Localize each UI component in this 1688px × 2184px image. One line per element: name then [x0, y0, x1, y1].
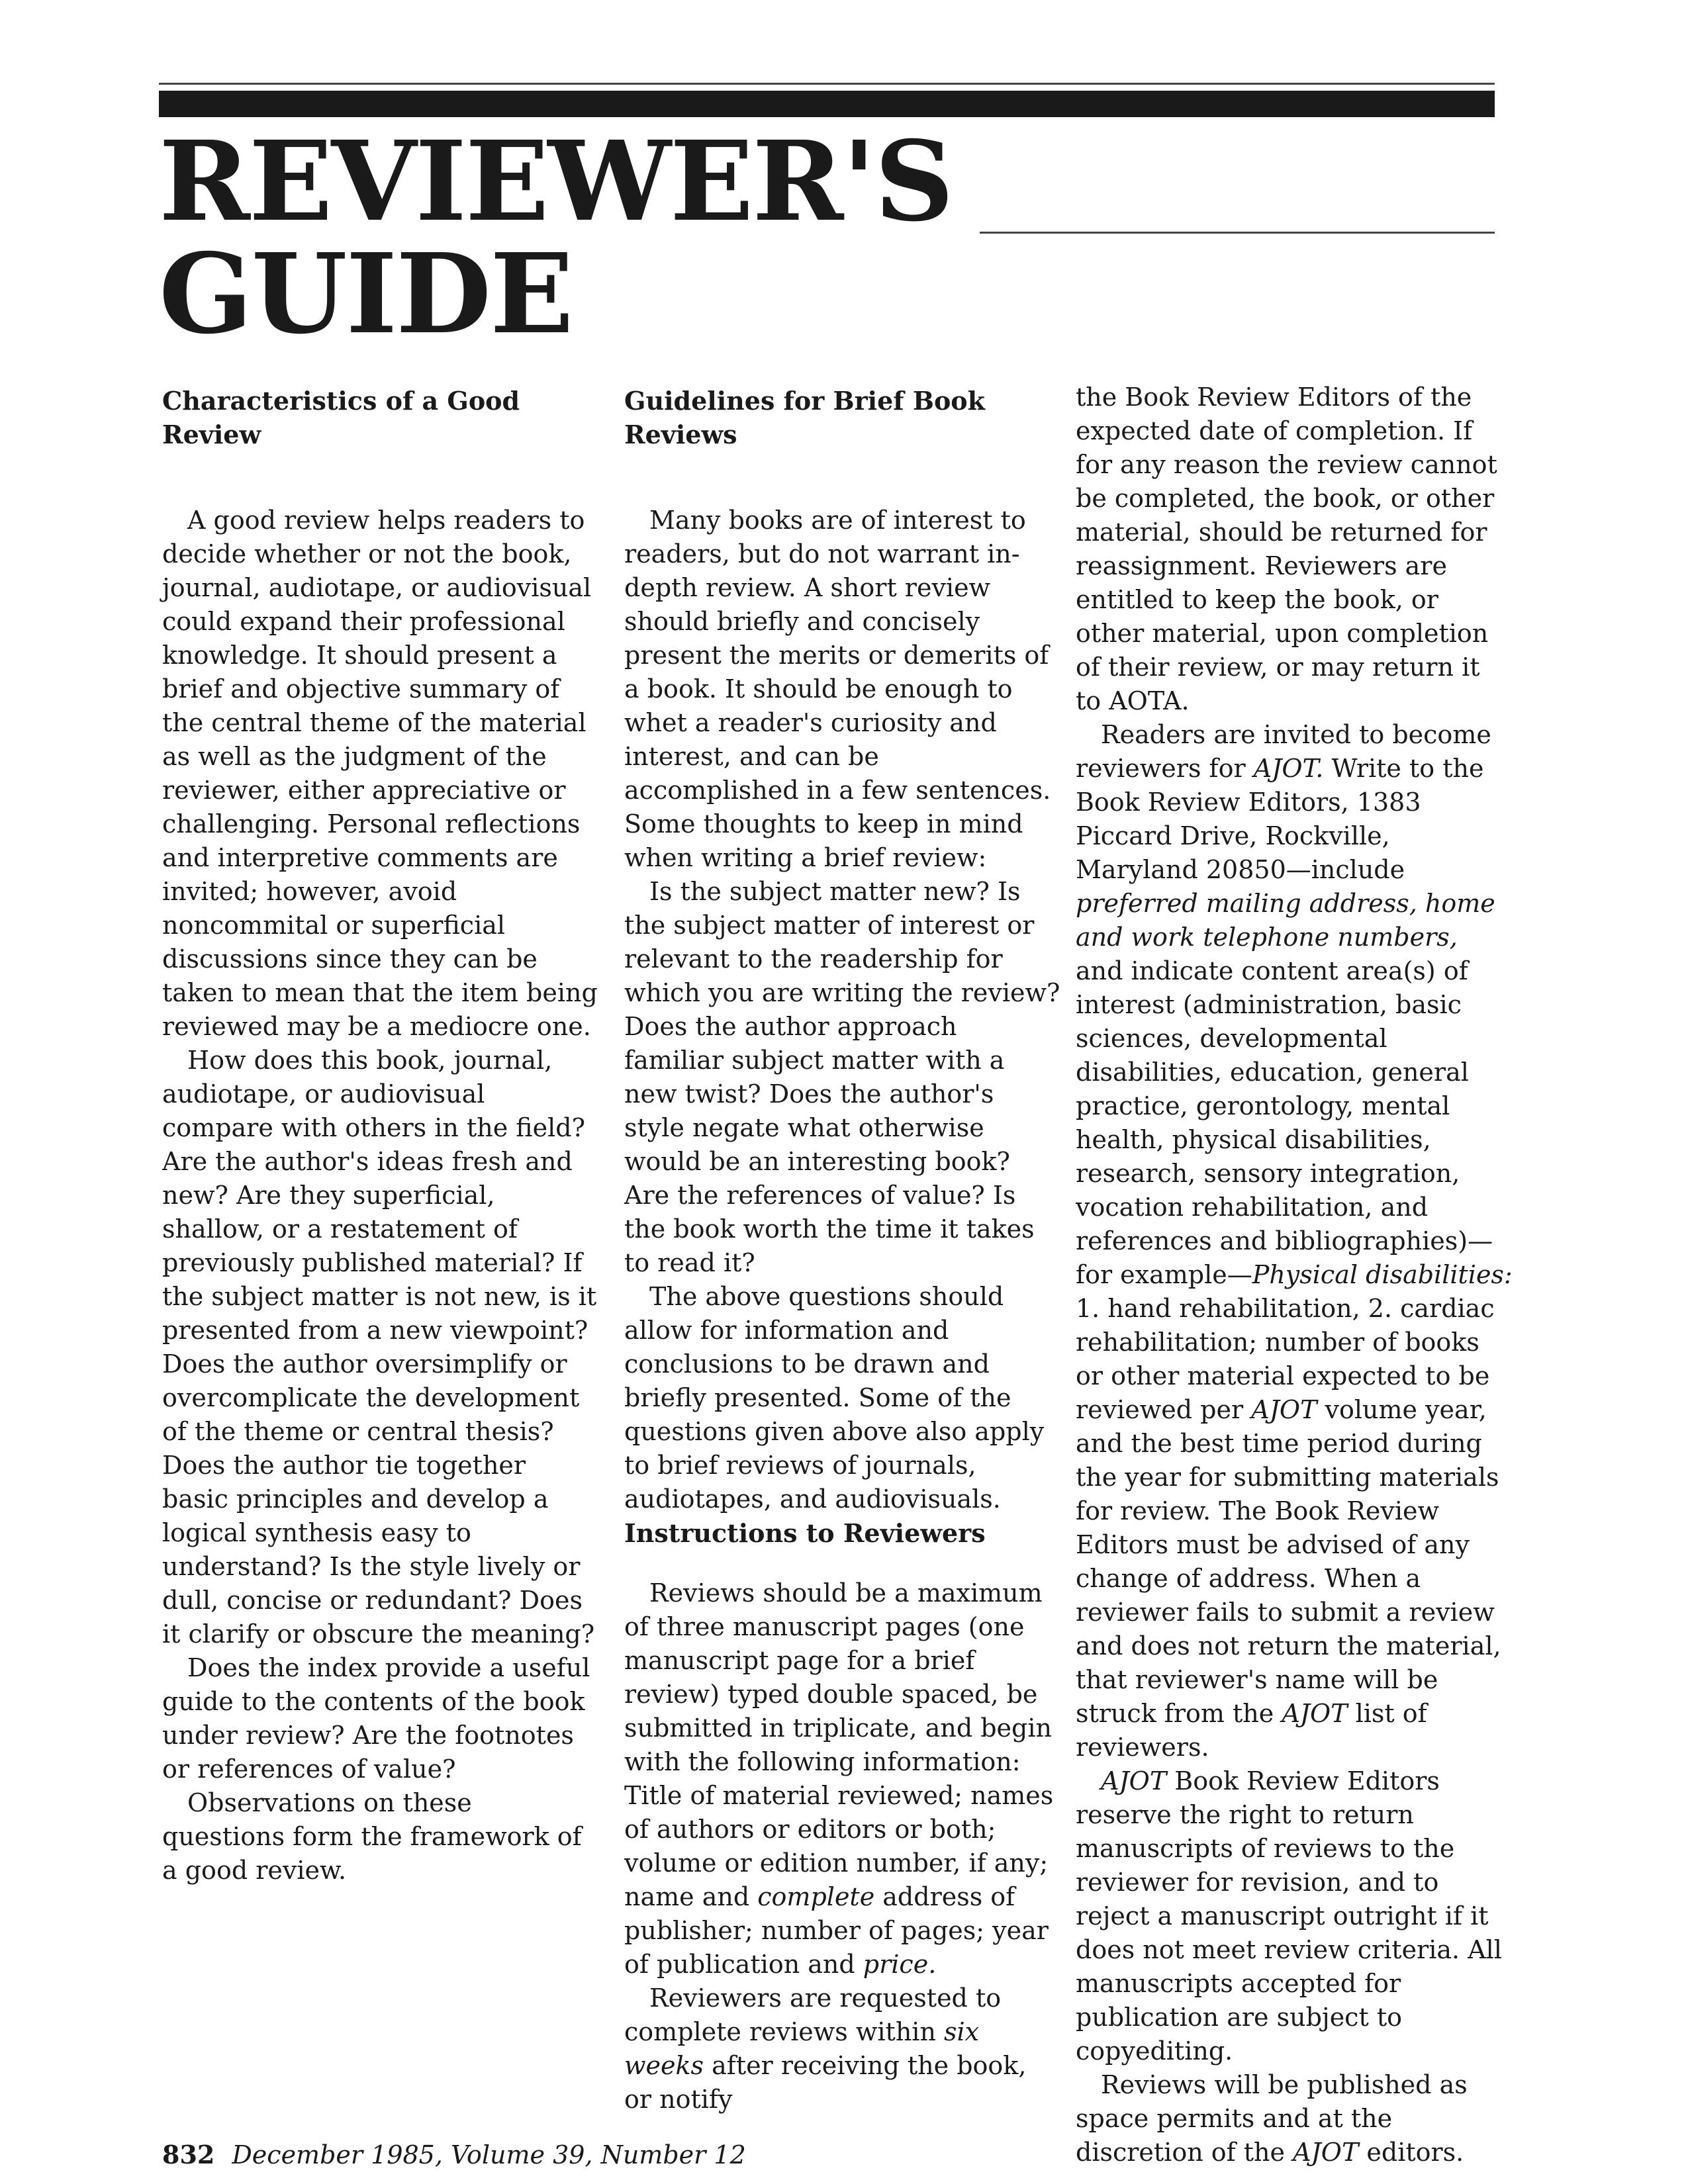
paragraph	[1076, 1764, 1513, 2068]
emphasis-text: AJOT	[1293, 2138, 1359, 2167]
emphasis-text: six weeks	[624, 2017, 980, 2080]
text-run: address of publisher; number of pages; year of publication and	[624, 1882, 1049, 1979]
text-run: editors.	[1358, 2138, 1464, 2167]
emphasis-text: AJOT	[1251, 1395, 1317, 1424]
emphasis-text: preferred mailing address, home and work telephone numbers,	[1076, 889, 1495, 952]
page-footer	[162, 2140, 746, 2170]
page-title-line2: GUIDE	[159, 230, 573, 359]
emphasis-text: complete	[757, 1882, 875, 1911]
paragraph	[1076, 718, 1513, 1764]
paragraph: Is the subject matter new? Is the subject matter of interest or relevant to the readership for which you are writing the review? Does the author approach familiar subject matter with a new twist? Does the author's style negate what otherwise would be an interesting book? Are the references of value? Is the book worth the time it takes to read it?	[624, 877, 1060, 1277]
emphasis-text: price.	[863, 1950, 937, 1979]
header-bar	[159, 91, 1495, 117]
paragraph	[624, 1576, 1061, 1981]
page-number: 832	[162, 2140, 215, 2169]
text-run: Write to the Book Review Editors, 1383 Piccard Drive, Rockville, Maryland 20850—include	[1076, 754, 1484, 884]
emphasis-text: Physical disabilities:	[1252, 1260, 1513, 1289]
column-left	[162, 384, 599, 1888]
top-rule	[159, 83, 1495, 85]
text-run: after receiving the book, or notify	[624, 2051, 1027, 2114]
text-run: Book Review Editors reserve the right to return manuscripts of reviews to the reviewer for revision, and to reject a manuscript outright if it does not meet review criteria. All manuscripts accepted for publication are subject to copyediting.	[1076, 1766, 1502, 2066]
emphasis-text: AJOT	[1282, 1699, 1348, 1728]
text-run: and indicate content area(s) of interest (administration, basic sciences, developmental disabilities, education, general practice, gerontology, mental health, physical disabilities, research, sensory integration, vocation rehabilitation, and references and bibliographies)—for example—	[1076, 956, 1493, 1289]
emphasis-text: AJOT.	[1253, 754, 1324, 783]
page-title-line1: REVIEWER'S	[159, 117, 953, 246]
section-heading-brief-reviews: Guidelines for Brief Book Reviews	[624, 386, 985, 449]
section-heading-characteristics: Characteristics of a Good Review	[162, 386, 520, 449]
text-run: Reviews will be published as space permits and at the discretion of the	[1076, 2070, 1468, 2167]
column-middle	[624, 384, 1061, 2116]
paragraph: How does this book, journal, audiotape, or audiovisual compare with others in the field? Are the author's ideas fresh and new? Are they superficial, shallow, or a restatement of previously published material? If the subject matter is not new, is it presented from a new viewpoint? Does the author oversimplify or overcomplicate the development of the theme or central thesis? Does the author tie together basic principles and develop a logical synthesis easy to understand? Is the style lively or dull, concise or redundant? Does it clarify or obscure the meaning?	[162, 1046, 597, 1649]
paragraph: The above questions should allow for information and conclusions to be drawn and briefly presented. Some of the questions given above also apply to brief reviews of journals, audiotapes, and audiovisuals.	[624, 1282, 1045, 1514]
text-run: Readers are invited to become reviewers for	[1076, 720, 1491, 783]
column-right	[1076, 381, 1513, 2169]
text-run: volume year, and the best time period during the year for submitting materials for review. The Book Review Editors must be advised of any change of address. When a reviewer fails to submit a review and does not return the material, that reviewer's name will be struck from the	[1076, 1395, 1501, 1728]
section-heading-instructions: Instructions to Reviewers	[624, 1518, 986, 1548]
paragraph: Does the index provide a useful guide to the contents of the book under review? Are the footnotes or references of value?	[162, 1653, 590, 1784]
text-run: 1. hand rehabilitation, 2. cardiac rehabilitation; number of books or other material expected to be reviewed per	[1076, 1294, 1495, 1424]
paragraph	[624, 1981, 1061, 2116]
paragraph: Observations on these questions form the framework of a good review.	[162, 1788, 582, 1885]
emphasis-text: AJOT	[1101, 1766, 1167, 1796]
issue-info: December 1985, Volume 39, Number 12	[232, 2140, 746, 2169]
text-run: Reviewers are requested to complete reviews within	[624, 1983, 1002, 2046]
paragraph	[1076, 2068, 1513, 2169]
paragraph: the Book Review Editors of the expected date of completion. If for any reason the review cannot be completed, the book, or other material, should be returned for reassignment. Reviewers are entitled to keep the book, or other material, upon completion of their review, or may return it to AOTA.	[1076, 383, 1497, 715]
paragraph: Many books are of interest to readers, but do not warrant in-depth review. A short review should briefly and concisely present the merits or demerits of a book. It should be enough to whet a reader's curiosity and interest, and can be accomplished in a few sentences. Some thoughts to keep in mind when writing a brief review:	[624, 506, 1051, 872]
text-run: list of reviewers.	[1076, 1699, 1427, 1762]
text-run: Reviews should be a maximum of three manuscript pages (one manuscript page for a brief review) typed double spaced, be submitted in triplicate, and begin with the following information: Title of material reviewed; names of authors or editors or both; volume or edition number, if any; name and	[624, 1578, 1054, 1911]
title-divider-rule	[980, 232, 1495, 234]
paragraph: A good review helps readers to decide whether or not the book, journal, audiotape, or audiovisual could expand their professional knowledge. It should present a brief and objective summary of the central theme of the material as well as the judgment of the reviewer, either appreciative or challenging. Personal reflections and interpretive comments are invited; however, avoid noncommital or superficial discussions since they can be taken to mean that the item being reviewed may be a mediocre one.	[162, 506, 598, 1041]
